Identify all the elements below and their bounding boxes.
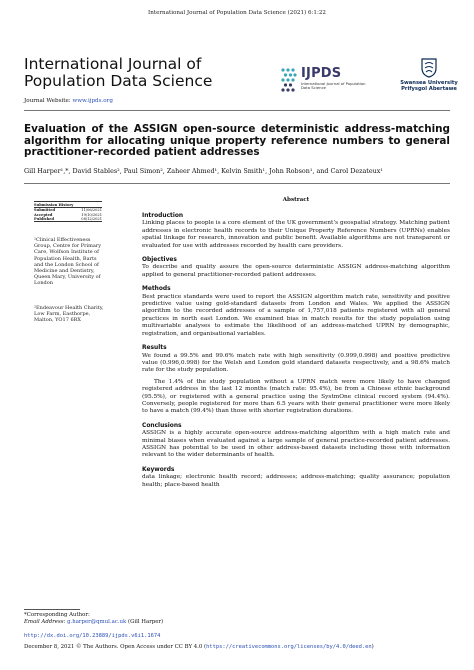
section-heading: Keywords xyxy=(142,466,175,473)
section-heading: Objectives xyxy=(142,257,177,264)
abstract-heading: Abstract xyxy=(282,197,310,203)
section-paragraph: ASSIGN is a highly accurate open-source address-matching algorithm with a high match rate and minimal biases when evaluated against a large sample of general practice-recorded patient addresses. ASSIGN has potential to be used in other address-based datasets including those with information relevant to the wider determinants of health. xyxy=(142,430,450,459)
footer-close: ) xyxy=(371,644,374,650)
journal-title xyxy=(24,56,212,90)
website-link[interactable]: www.ijpds.org xyxy=(72,98,113,104)
swansea-line1: Swansea University xyxy=(400,80,458,86)
history-date: 08/12/2021 xyxy=(81,216,102,221)
section-methods xyxy=(142,286,450,338)
section-heading: Introduction xyxy=(142,213,184,219)
corresponding-label: *Corresponding Author: xyxy=(24,612,90,618)
history-date: 19/10/2021 xyxy=(81,212,102,217)
history-row-published xyxy=(34,217,102,222)
license-link[interactable]: https://creativecommons.org/licenses/by/4.0/deed.en xyxy=(206,644,372,650)
email-line xyxy=(24,619,163,626)
section-heading: Methods xyxy=(142,286,171,293)
journal-website xyxy=(24,98,113,104)
section-paragraph: The 1.4% of the study population without a UPRN match were more likely to have changed registered address in the last 12 months (match rate: 95.4%), be from a Chinese ethnic background (95.5%), or registered with a general practice using the SystmOne clinical record system (94.4%). Conversely, people registered for more than 6.5 years with their general practitioner were more likely to have a match (99.4%) than those with shorter registration durations. xyxy=(142,378,450,415)
journal-title-line1: International Journal of xyxy=(24,55,202,73)
history-label: Accepted xyxy=(34,212,53,217)
swansea-crest-icon xyxy=(421,58,437,78)
section-conclusions xyxy=(142,423,450,460)
journal-title-line2: Population Data Science xyxy=(24,72,213,90)
submission-history-table xyxy=(34,208,102,222)
section-paragraph: To describe and quality assure the open-source deterministic ASSIGN address-matching algorithm applied to general practitioner-recorded patient addresses. xyxy=(142,264,450,278)
section-results xyxy=(142,345,450,416)
corresponding-author xyxy=(24,612,163,626)
ijpds-subtitle: International Journal of Population Data Science xyxy=(301,81,366,91)
section-paragraph: Linking places to people is a core element of the UK government’s geospatial strategy. Matching patient addresses in electronic health records to their Unique Property Reference Numbers (UPRNs) enables spatial linkage for research, innovation and public benefit. Available algorithms are not transparent or evaluated for use with addresses recorded by health care providers. xyxy=(142,220,450,249)
email-link[interactable]: g.harper@qmul.ac.uk xyxy=(67,618,127,625)
submission-history-heading: Submission History xyxy=(34,201,102,208)
section-paragraph: Best practice standards were used to report the ASSIGN algorithm match rate, sensitivity and positive predictive value using gold-standard datasets from London and Wales. We applied the ASSIGN algorithm to the recorded addresses of a sample of 1,757,018 patients registered with all general practices in north east London. We examined bias in match results for the study population using multivariable analyses to estimate the likelihood of an address-matched UPRN by demographic, registration, and organisational variables. xyxy=(142,293,450,337)
paper-title: Evaluation of the ASSIGN open-source deterministic address-matching algorithm for allocating unique property reference numbers to general practitioner-recorded patient addresses xyxy=(24,123,450,159)
ijpds-logo xyxy=(280,64,376,100)
section-objectives xyxy=(142,257,450,279)
running-head: International Journal of Population Data Science (2021) 6:1:22 xyxy=(148,10,326,16)
affiliation-1: ¹Clinical Effectiveness Group, Centre for Primary Care, Wolfson Institute of Population Health, Barts and the London School of Medicine and Dentistry, Queen Mary, University of London xyxy=(34,237,102,287)
author-list: Gill Harper¹,*, David Stables², Paul Simon², Zaheer Ahmed¹, Kelvin Smith¹, John Robson¹, and Carol Dezateux¹ xyxy=(24,167,383,175)
ijpds-name: IJPDS xyxy=(301,66,342,81)
section-heading: Conclusions xyxy=(142,422,182,429)
section-paragraph: data linkage; electronic health record; addresses; address-matching; quality assurance; population health; place-based health xyxy=(142,474,450,488)
history-label: Submitted xyxy=(34,208,56,213)
section-keywords xyxy=(142,467,450,489)
ijpds-mark-icon xyxy=(280,66,298,96)
abstract-body xyxy=(142,213,450,489)
header-divider xyxy=(24,110,450,111)
authors-divider xyxy=(24,183,450,184)
section-paragraph: We found a 99.5% and 99.6% match rate with high sensitivity (0.999,0.998) and positive predictive value (0.996,0.998) for the Welsh and London gold standard datasets respectively, and a 98.6% match rate for the study population. xyxy=(142,352,450,374)
affiliation-2: ²Endeavour Health Charity, Low Farm, Easthorpe, Malton, YO17 6RX xyxy=(34,305,104,324)
footer-text: December 8, 2021 © The Authors. Open Access under CC BY 4.0 ( xyxy=(24,644,207,650)
section-introduction xyxy=(142,213,450,250)
website-label: Journal Website: xyxy=(24,98,71,104)
submission-history xyxy=(34,201,102,222)
history-label: Published xyxy=(34,216,54,221)
license-footer xyxy=(24,644,450,650)
footnote-divider xyxy=(24,609,80,610)
section-heading: Results xyxy=(142,345,167,352)
email-label: Email Address: xyxy=(24,618,66,625)
corresponding-name: (Gill Harper) xyxy=(127,618,164,625)
swansea-line2: Prifysgol Abertawe xyxy=(401,86,457,92)
swansea-logo xyxy=(394,58,464,106)
history-date: 11/06/2021 xyxy=(81,208,102,213)
doi-link[interactable]: http://dx.doi.org/10.23889/ijpds.v6i1.1674 xyxy=(24,633,161,639)
